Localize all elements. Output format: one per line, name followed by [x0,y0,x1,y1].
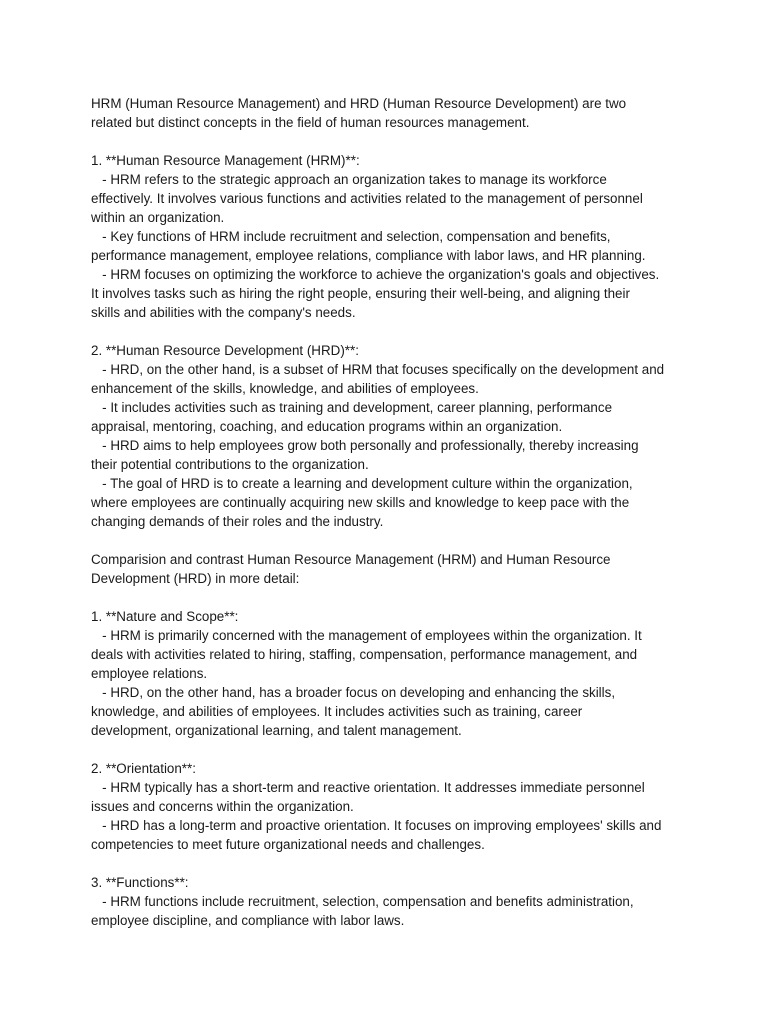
text-line: - HRM refers to the strategic approach an organization takes to manage its workforce [91,172,607,187]
text-line: Development (HRD) in more detail: [91,571,300,586]
text-line: skills and abilities with the company's needs. [91,305,356,320]
text-line: performance management, employee relations, compliance with labor laws, and HR planning. [91,248,646,263]
text-line: - HRM functions include recruitment, selection, compensation and benefits administration, [91,894,634,909]
text-line: knowledge, and abilities of employees. It includes activities such as training, career [91,704,583,719]
text-line: competencies to meet future organizational needs and challenges. [91,837,485,852]
text-line: - It includes activities such as training and development, career planning, performance [91,400,613,415]
paragraph-block [91,151,708,322]
text-line: - HRD, on the other hand, is a subset of HRM that focuses specifically on the development and [91,362,665,377]
text-line: within an organization. [91,210,225,225]
paragraph-block [91,341,708,531]
text-line: - HRD aims to help employees grow both personally and professionally, thereby increasing [91,438,639,453]
text-line: - HRM focuses on optimizing the workforce to achieve the organization's goals and objectives. [91,267,660,282]
text-line: enhancement of the skills, knowledge, and abilities of employees. [91,381,479,396]
text-line: changing demands of their roles and the industry. [91,514,384,529]
text-line: 3. **Functions**: [91,875,189,890]
text-line: where employees are continually acquiring new skills and knowledge to keep pace with the [91,495,630,510]
text-line: Comparision and contrast Human Resource Management (HRM) and Human Resource [91,552,611,567]
text-line: - Key functions of HRM include recruitment and selection, compensation and benefits, [91,229,611,244]
text-line: - HRM typically has a short-term and reactive orientation. It addresses immediate personnel [91,780,645,795]
text-line: effectively. It involves various functions and activities related to the management of personnel [91,191,643,206]
text-line: - HRM is primarily concerned with the management of employees within the organization. It [91,628,642,643]
document-body [91,94,708,930]
paragraph-block [91,94,708,132]
text-line: - HRD has a long-term and proactive orientation. It focuses on improving employees' skills and [91,818,662,833]
text-line: 2. **Orientation**: [91,761,196,776]
text-line: issues and concerns within the organization. [91,799,354,814]
paragraph-block [91,550,708,588]
text-line: 1. **Human Resource Management (HRM)**: [91,153,360,168]
paragraph-block [91,873,708,930]
paragraph-block [91,759,708,854]
paragraph-block [91,607,708,740]
text-line: deals with activities related to hiring, staffing, compensation, performance management, and [91,647,638,662]
text-line: appraisal, mentoring, coaching, and education programs within an organization. [91,419,563,434]
text-line: development, organizational learning, and talent management. [91,723,462,738]
text-line: 1. **Nature and Scope**: [91,609,239,624]
text-line: 2. **Human Resource Development (HRD)**: [91,343,359,358]
text-line: related but distinct concepts in the field of human resources management. [91,115,530,130]
text-line: employee discipline, and compliance with labor laws. [91,913,405,928]
text-line: employee relations. [91,666,208,681]
text-line: their potential contributions to the organization. [91,457,369,472]
text-line: It involves tasks such as hiring the right people, ensuring their well-being, and aligning their [91,286,630,301]
text-line: HRM (Human Resource Management) and HRD (Human Resource Development) are two [91,96,627,111]
text-line: - The goal of HRD is to create a learning and development culture within the organization, [91,476,633,491]
text-line: - HRD, on the other hand, has a broader focus on developing and enhancing the skills, [91,685,616,700]
